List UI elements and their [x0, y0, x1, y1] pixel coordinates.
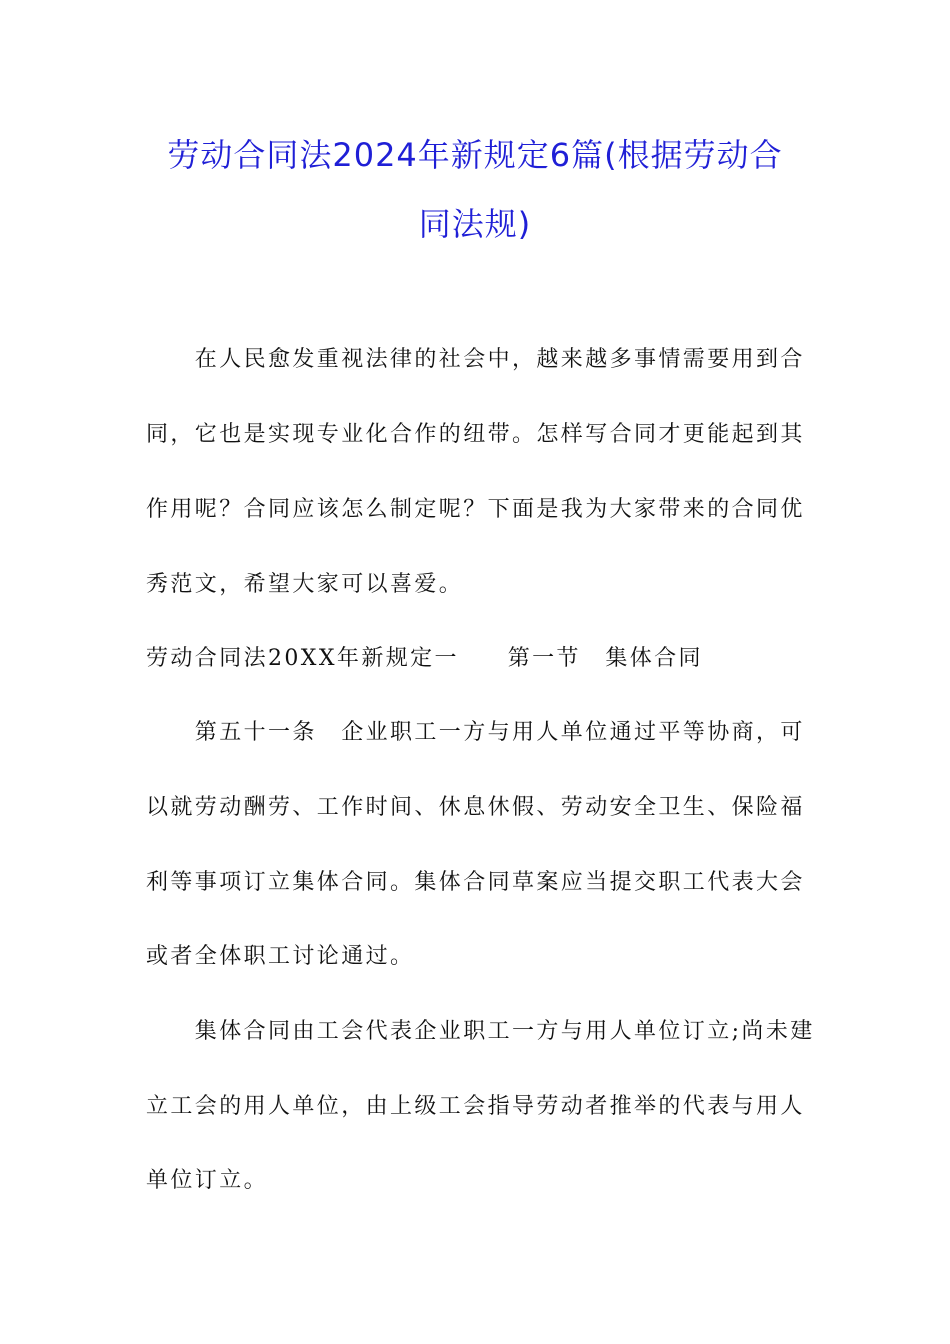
article-51-line-2: 以就劳动酬劳、工作时间、休息休假、劳动安全卫生、保险福 — [146, 795, 805, 820]
document-title-line-2: 同法规) — [418, 205, 532, 243]
intro-line-2: 同，它也是实现专业化合作的纽带。怎样写合同才更能起到其 — [146, 422, 805, 447]
paragraph-2-line-1: 集体合同由工会代表企业职工一方与用人单位订立;尚未建 — [146, 1019, 815, 1044]
intro-line-3: 作用呢？合同应该怎么制定呢？下面是我为大家带来的合同优 — [146, 497, 805, 522]
article-51-line-4: 或者全体职工讨论通过。 — [146, 944, 415, 969]
article-51-line-3: 利等事项订立集体合同。集体合同草案应当提交职工代表大会 — [146, 870, 805, 895]
document-title-line-1: 劳动合同法2024年新规定6篇(根据劳动合 — [167, 136, 783, 174]
paragraph-2-line-3: 单位订立。 — [146, 1168, 269, 1193]
intro-line-1: 在人民愈发重视法律的社会中，越来越多事情需要用到合 — [146, 347, 805, 372]
article-51-line-1: 第五十一条 企业职工一方与用人单位通过平等协商，可 — [146, 720, 805, 745]
intro-line-4: 秀范文，希望大家可以喜爱。 — [146, 572, 464, 597]
paragraph-2-line-2: 立工会的用人单位，由上级工会指导劳动者推举的代表与用人 — [146, 1094, 805, 1119]
section-heading: 劳动合同法20XX年新规定一 第一节 集体合同 — [146, 646, 703, 671]
